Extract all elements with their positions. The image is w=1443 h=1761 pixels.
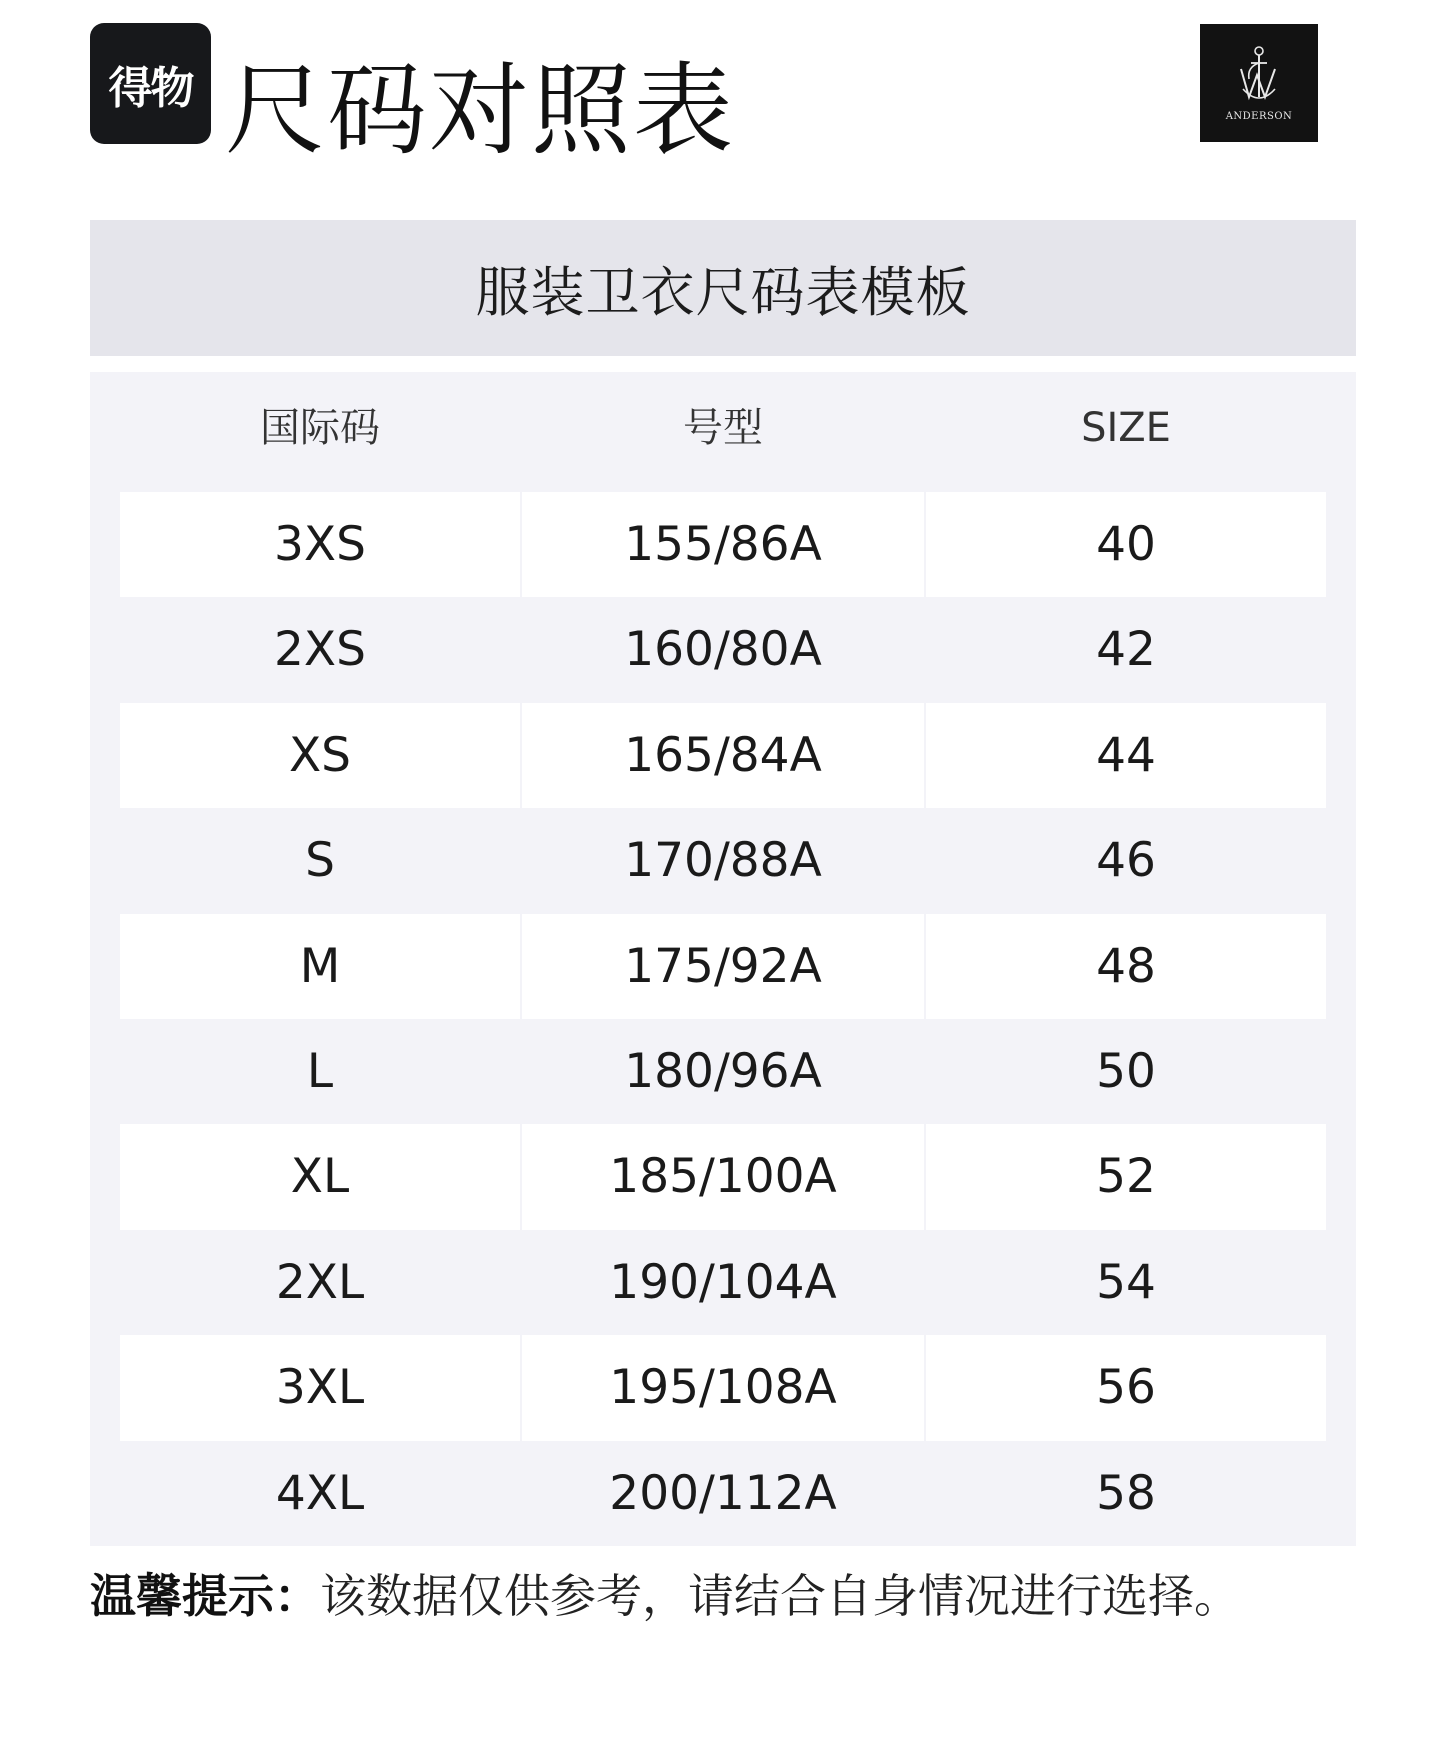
table-row bbox=[120, 1441, 1326, 1546]
cell-size: 54 bbox=[1096, 1254, 1156, 1310]
cell-intl: S bbox=[305, 833, 335, 889]
tip-label: 温馨提示： bbox=[90, 1569, 320, 1623]
cell-intl: 2XL bbox=[275, 1254, 365, 1310]
cell-intl: 2XS bbox=[274, 622, 366, 678]
cell-spec: 200/112A bbox=[609, 1465, 837, 1521]
header bbox=[0, 0, 1443, 200]
dewu-logo-text: 得物 bbox=[108, 62, 193, 114]
table-row bbox=[120, 1230, 1326, 1335]
page-title: 尺码对照表 bbox=[225, 52, 735, 169]
table-row bbox=[120, 597, 1326, 702]
jw-anderson-logo bbox=[1200, 24, 1318, 142]
cell-intl: 3XS bbox=[120, 492, 520, 597]
column-header-size: SIZE bbox=[1081, 405, 1171, 451]
cell-intl: XS bbox=[120, 703, 520, 808]
cell-spec: 195/108A bbox=[522, 1335, 924, 1440]
cell-size: 40 bbox=[926, 492, 1326, 597]
table-row bbox=[120, 492, 1326, 597]
cell-size: 50 bbox=[1096, 1043, 1156, 1099]
cell-intl: 3XL bbox=[120, 1335, 520, 1440]
cell-spec: 160/80A bbox=[624, 622, 822, 678]
cell-size: 52 bbox=[926, 1124, 1326, 1229]
cell-spec: 175/92A bbox=[522, 914, 924, 1019]
column-header-intl: 国际码 bbox=[260, 405, 380, 451]
table-row bbox=[120, 914, 1326, 1019]
cell-intl: XL bbox=[120, 1124, 520, 1229]
cell-spec: 165/84A bbox=[522, 703, 924, 808]
column-header-spec: 号型 bbox=[683, 405, 763, 451]
table-row bbox=[120, 1124, 1326, 1229]
anchor-icon bbox=[1229, 45, 1289, 109]
cell-spec: 170/88A bbox=[624, 833, 822, 889]
cell-size: 46 bbox=[1096, 833, 1156, 889]
tip-text: 该数据仅供参考，请结合自身情况进行选择。 bbox=[320, 1569, 1240, 1623]
cell-spec: 185/100A bbox=[522, 1124, 924, 1229]
cell-intl: L bbox=[306, 1043, 334, 1099]
dewu-logo bbox=[90, 23, 211, 144]
table-body bbox=[120, 492, 1326, 1546]
brand-name: ANDERSON bbox=[1225, 110, 1293, 122]
table-row bbox=[120, 808, 1326, 913]
table-row bbox=[120, 703, 1326, 808]
cell-spec: 190/104A bbox=[609, 1254, 837, 1310]
cell-intl: 4XL bbox=[275, 1465, 365, 1521]
table-row bbox=[120, 1019, 1326, 1124]
size-table bbox=[90, 372, 1356, 1546]
cell-size: 48 bbox=[926, 914, 1326, 1019]
cell-intl: M bbox=[120, 914, 520, 1019]
cell-size: 56 bbox=[926, 1335, 1326, 1440]
table-header bbox=[90, 372, 1356, 492]
cell-size: 44 bbox=[926, 703, 1326, 808]
cell-spec: 155/86A bbox=[522, 492, 924, 597]
cell-size: 42 bbox=[1096, 622, 1156, 678]
table-row bbox=[120, 1335, 1326, 1440]
cell-size: 58 bbox=[1096, 1465, 1156, 1521]
tip-note bbox=[90, 1562, 1240, 1630]
subtitle-text: 服装卫衣尺码表模板 bbox=[475, 260, 971, 324]
subtitle-bar bbox=[90, 220, 1356, 356]
cell-spec: 180/96A bbox=[624, 1043, 822, 1099]
